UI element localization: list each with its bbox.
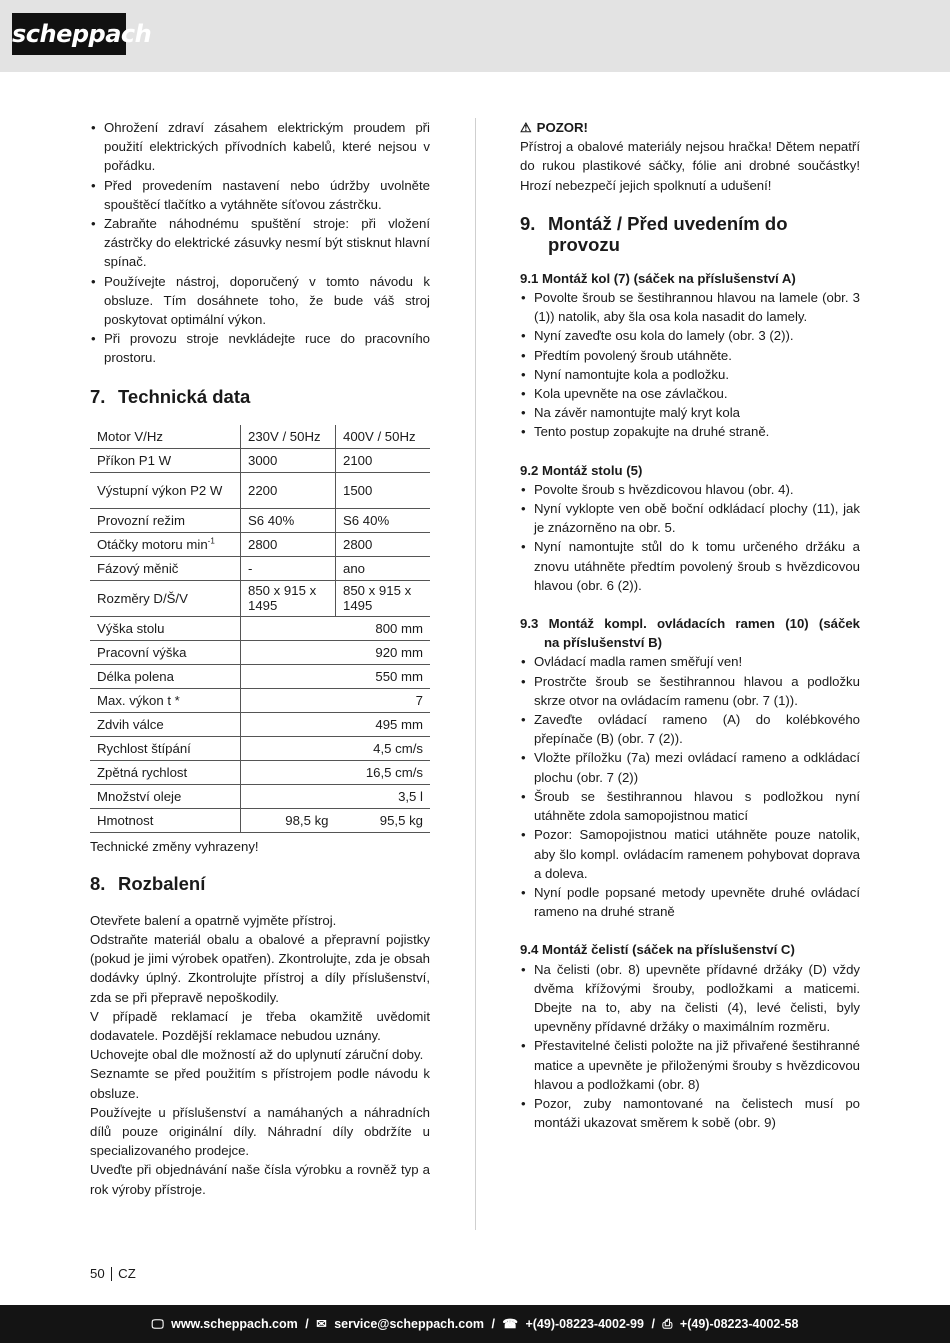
table-cell-label: Provozní režim: [90, 508, 241, 532]
list-item: • Šroub se šestihrannou hlavou s podložkou nyní utáhněte zdola samopojistnou maticí: [520, 787, 860, 825]
table-cell-value: 2200: [241, 472, 336, 508]
footer-separator: /: [491, 1317, 495, 1331]
section-title: Rozbalení: [118, 872, 206, 894]
footer-web: www.scheppach.com: [171, 1317, 298, 1331]
label-superscript: -1: [207, 536, 215, 546]
table-cell-value: 4,5 cm/s: [241, 736, 431, 760]
table-cell-label: Délka polena: [90, 664, 241, 688]
section-number: 8.: [90, 872, 106, 894]
table-cell-label: Zpětná rychlost: [90, 760, 241, 784]
subsection-9-4-list: [520, 960, 860, 1133]
list-item: • Pozor: Samopojistnou matici utáhněte pouze natolik, aby šlo kompl. ovládacím ramenem pohybovat doprava a doleva.: [520, 825, 860, 883]
list-item: • Pozor, zuby namontované na čelistech musí po montáži ukazovat směrem k sobě (obr. 9): [520, 1094, 860, 1132]
table-row: [90, 808, 430, 832]
table-cell-value: ano: [336, 556, 431, 580]
footer-email: service@scheppach.com: [334, 1317, 484, 1331]
label-text: Otáčky motoru min: [97, 536, 208, 552]
table-cell-value: 400V / 50Hz: [336, 425, 431, 449]
mail-icon: ✉: [316, 1317, 327, 1331]
paragraph: Otevřete balení a opatrně vyjměte přístroj.: [90, 912, 337, 928]
table-cell-label: Příkon P1 W: [90, 448, 241, 472]
table-cell-value: 230V / 50Hz: [241, 425, 336, 449]
table-row: [90, 736, 430, 760]
section-7-heading: [90, 386, 430, 407]
table-cell-label: Zdvih válce: [90, 712, 241, 736]
list-item: • Zabraňte náhodnému spuštění stroje: při vložení zástrčky do elektrické zásuvky nesmí být stisknut hlavní spínač.: [90, 214, 430, 272]
table-cell-label: Fázový měnič: [90, 556, 241, 580]
footer-fax: +(49)-08223-4002-58: [679, 1317, 799, 1331]
paragraph: Odstraňte materiál obalu a obalové a přepravní pojistky (pokud je jimi výrobek opatřen). Zkontrolujte, zda je obsah dodávky úplný. Zkontrolujte přístroj a díly příslušenství, zda se při přepravě nepoškodily.: [90, 932, 430, 1005]
subsection-9-4-title: 9.4 Montáž čelistí (sáček na příslušenství C): [520, 942, 795, 958]
table-cell-value: 98,5 kg: [241, 808, 336, 832]
table-cell-label: Množství oleje: [90, 784, 241, 808]
monitor-icon: 🖵: [151, 1317, 164, 1331]
tech-note: Technické změny vyhrazeny!: [90, 838, 259, 854]
list-item: • Používejte nástroj, doporučený v tomto návodu k obsluze. Tím dosáhnete toho, že bude váš stroj poskytovat optimální výkon.: [90, 272, 430, 330]
list-item: • Zaveďte ovládací rameno (A) do kolébkového přepínače (B) (obr. 7 (2)).: [520, 710, 860, 748]
phone-icon: ☎: [502, 1317, 518, 1331]
brand-logo: scheppach: [12, 13, 126, 55]
footer-separator: /: [651, 1317, 655, 1331]
left-column: [90, 118, 430, 1199]
list-item: • Nyní namontujte stůl do k tomu určeného držáku a znovu utáhněte předtím povolený šroub s hvězdicovou hlavou (obr. 6 (2)).: [520, 537, 860, 595]
list-item: • Povolte šroub s hvězdicovou hlavou (obr. 4).: [520, 480, 860, 499]
list-item: • Ovládací madla ramen směřují ven!: [520, 652, 860, 671]
table-row: [90, 472, 430, 508]
paragraph: Uchovejte obal dle možností až do uplynutí záruční doby.: [90, 1047, 424, 1063]
list-item: • Nyní zaveďte osu kola do lamely (obr. 3 (2)).: [520, 326, 860, 345]
footer-separator: /: [305, 1317, 309, 1331]
safety-bullet-list: [90, 118, 430, 368]
list-item: • Předtím povolený šroub utáhněte.: [520, 346, 860, 365]
table-cell-value: 495 mm: [241, 712, 431, 736]
table-cell-label: Výstupní výkon P2 W: [90, 472, 241, 508]
subsection-9-1-title: 9.1 Montáž kol (7) (sáček na příslušenství A): [520, 270, 796, 286]
page-number-value: 50: [90, 1266, 105, 1281]
list-item: • Nyní vyklopte ven obě boční odkládací plochy (11), jak je znázorněno na obr. 5.: [520, 499, 860, 537]
table-cell-value: 800 mm: [241, 616, 431, 640]
section-title: Technická data: [118, 385, 251, 407]
table-row: [90, 712, 430, 736]
right-column: [520, 118, 860, 1132]
warning-icon: ⚠: [520, 120, 532, 135]
paragraph: V případě reklamací je třeba okamžitě uvědomit dodavatele. Pozdější reklamace nebudou uznány.: [90, 1008, 430, 1044]
footer-phone: +(49)-08223-4002-99: [525, 1317, 644, 1331]
list-item: • Na čelisti (obr. 8) upevněte přídavné držáky (D) vždy dvěma křížovými šrouby, podložkami a maticemi. Dbejte na to, aby na čelisti (4), levé čelisti, byly upevněny přídavné držáky o maximálním rozměru.: [520, 960, 860, 1037]
table-cell-label: Max. výkon t *: [90, 688, 241, 712]
section-number: 7.: [90, 385, 106, 407]
table-cell-value: 95,5 kg: [336, 808, 431, 832]
table-row: [90, 688, 430, 712]
table-row: [90, 580, 430, 616]
paragraph: Seznamte se před použitím s přístrojem podle návodu k obsluze.: [90, 1066, 430, 1101]
subsection-9-3-title: [520, 614, 860, 652]
table-cell-value: 7: [241, 688, 431, 712]
table-row: [90, 425, 430, 449]
list-item: • Před provedením nastavení nebo údržby uvolněte spouštěcí tlačítko a vytáhněte síťovou zástrčku.: [90, 176, 430, 214]
table-cell-value: 850 x 915 x 1495: [336, 580, 431, 616]
tech-data-table: [90, 425, 430, 833]
table-cell-label: Hmotnost: [90, 808, 241, 832]
table-cell-value: 920 mm: [241, 640, 431, 664]
paragraph: Uveďte při objednávání naše čísla výrobku a rovněž typ a rok výroby přístroje.: [90, 1162, 430, 1197]
table-cell-label: Výška stolu: [90, 616, 241, 640]
warning-title-text: POZOR!: [536, 120, 588, 135]
table-cell-value: 1500: [336, 472, 431, 508]
table-row: [90, 664, 430, 688]
table-row: [90, 508, 430, 532]
table-cell-value: 3000: [241, 448, 336, 472]
list-item: • Ohrožení zdraví zásahem elektrickým proudem při použití elektrických přívodních kabelů, které nejsou v pořádku.: [90, 118, 430, 176]
table-row: [90, 556, 430, 580]
page-header: [0, 0, 950, 72]
fax-icon: ⎙: [662, 1317, 673, 1331]
section-title: Montáž / Před uvedením do provozu: [548, 212, 788, 255]
table-cell-label: Rychlost štípání: [90, 736, 241, 760]
list-item: • Tento postup zopakujte na druhé straně.: [520, 422, 860, 441]
table-row: [90, 448, 430, 472]
subsection-9-2-title: 9.2 Montáž stolu (5): [520, 462, 643, 478]
list-item: • Prostrčte šroub se šestihrannou hlavou a podložku skrze otvor na ovládacím ramenu (obr. 7 (1)).: [520, 672, 860, 710]
table-cell-value: 850 x 915 x 1495: [241, 580, 336, 616]
table-cell-label: [90, 532, 241, 556]
page-number: [90, 1266, 136, 1281]
list-item: • Povolte šroub se šestihrannou hlavou na lamele (obr. 3 (1)) natolik, aby šla osa kola nasadit do lamely.: [520, 288, 860, 326]
table-row: [90, 640, 430, 664]
list-item: • Při provozu stroje nevkládejte ruce do pracovního prostoru.: [90, 329, 430, 367]
table-cell-label: Pracovní výška: [90, 640, 241, 664]
list-item: • Nyní namontujte kola a podložku.: [520, 365, 860, 384]
table-cell-label: Rozměry D/Š/V: [90, 580, 241, 616]
unpacking-text: [90, 911, 430, 1199]
table-cell-value: 2100: [336, 448, 431, 472]
page-number-separator: [111, 1267, 113, 1281]
list-item: • Nyní podle popsané metody upevněte druhé ovládací rameno na druhé straně: [520, 883, 860, 921]
page-language: CZ: [118, 1266, 136, 1281]
table-cell-value: 2800: [241, 532, 336, 556]
table-cell-value: 3,5 l: [241, 784, 431, 808]
table-row: [90, 784, 430, 808]
subsection-9-1-list: [520, 288, 860, 442]
paragraph: Používejte u příslušenství a namáhaných a náhradních dílů pouze originální díly. Náhradní díly obdržíte u specializovaného prodejce.: [90, 1104, 430, 1159]
table-cell-value: 16,5 cm/s: [241, 760, 431, 784]
list-item: • Vložte příložku (7a) mezi ovládací rameno a odkládací plochu (obr. 7 (2)): [520, 748, 860, 786]
subsection-9-2-list: [520, 480, 860, 595]
list-item: • Na závěr namontujte malý kryt kola: [520, 403, 860, 422]
table-cell-value: 550 mm: [241, 664, 431, 688]
section-number: 9.: [520, 212, 536, 234]
subsection-9-3-list: [520, 652, 860, 921]
title-line: 9.3 Montáž kompl. ovládacích ramen (10) (sáček: [520, 616, 860, 632]
column-divider: [475, 118, 476, 1230]
list-item: • Kola upevněte na ose závlačkou.: [520, 384, 860, 403]
page-footer: [0, 1305, 950, 1343]
table-cell-value: S6 40%: [241, 508, 336, 532]
warning-text: Přístroj a obalové materiály nejsou hračka! Dětem nepatří do rukou plastikové sáčky, fólie ani drobné součástky! Hrozí nebezpečí jejich spolknutí a udušení!: [520, 139, 860, 193]
title-line: na příslušenství B): [544, 635, 662, 651]
table-cell-value: -: [241, 556, 336, 580]
table-cell-label: Motor V/Hz: [90, 425, 241, 449]
table-row: [90, 760, 430, 784]
section-8-heading: [90, 873, 430, 894]
table-row: [90, 616, 430, 640]
warning-title: [520, 118, 860, 137]
list-item: • Přestavitelné čelisti položte na již přivařené šestihranné matice a upevněte je přiloženými šrouby s hvězdicovou hlavou a podložkami (obr. 8): [520, 1036, 860, 1094]
table-cell-value: 2800: [336, 532, 431, 556]
table-cell-value: S6 40%: [336, 508, 431, 532]
section-9-heading: [520, 213, 860, 255]
table-row: [90, 532, 430, 556]
